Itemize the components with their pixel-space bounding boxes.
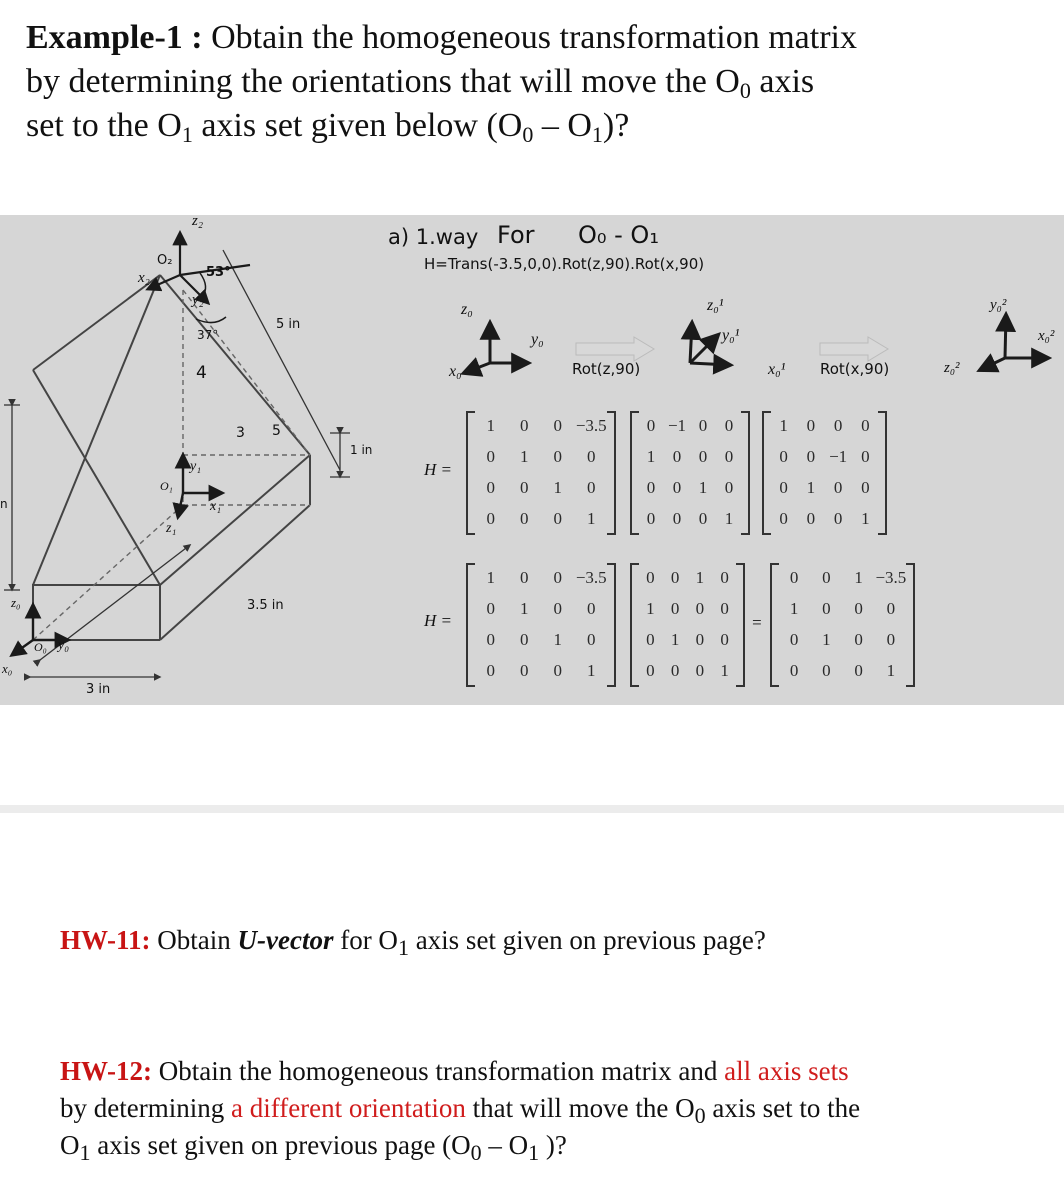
matrix-trans-2: [466, 563, 616, 687]
step2-arrow: [820, 337, 888, 361]
matrix-cell: 0: [486, 446, 495, 466]
all-axis-sets-highlight: all axis sets: [724, 1056, 849, 1086]
hw12-line-3: $O_1$ axis set given on previous page ($O_0 - O_1$ )?: [60, 1130, 567, 1165]
matrix-cell: 0: [833, 508, 843, 528]
matrix-cell: 0: [520, 660, 529, 680]
y1-label: y₁: [190, 459, 202, 474]
matrix-cell: 0: [789, 660, 799, 680]
example-line-2: by determining the orientations that will move the $O_0$ axis: [26, 63, 815, 103]
matrix-cell: 0: [886, 598, 896, 618]
different-orientation-highlight: a different orientation: [230, 1093, 466, 1123]
matrix-cell: 0: [789, 629, 799, 649]
matrix-cell: 0: [520, 567, 529, 587]
dimension-lines: [4, 250, 350, 677]
matrix-cell: 0: [587, 477, 596, 497]
matrix-cell: 0: [670, 598, 680, 618]
matrix-cell: 0: [646, 629, 655, 649]
matrix-cell: 0: [695, 629, 705, 649]
matrix-cell: 0: [553, 446, 562, 466]
matrix-cell: 1: [553, 477, 562, 497]
hand-4-label: 4: [196, 363, 207, 383]
matrix-cell: 0: [486, 598, 495, 618]
o2-label: O₂: [157, 253, 173, 268]
example-heading: [26, 16, 1046, 148]
matrix-cell: 1: [587, 508, 596, 528]
matrix-cell: 0: [486, 508, 495, 528]
matrix-cell: 0: [587, 629, 596, 649]
step2-x-label: x₀¹: [768, 361, 786, 378]
dim-1in-label: 1 in: [350, 443, 373, 457]
matrix-cell: 0: [698, 415, 708, 435]
for-label: For: [497, 221, 535, 249]
matrix-cell: 0: [886, 629, 896, 649]
step2-op-label: Rot(x,90): [820, 360, 890, 378]
matrix-cell: 0: [695, 598, 705, 618]
matrix-cell: 1: [520, 598, 529, 618]
matrix-cell: 1: [587, 660, 596, 680]
wedge-block: [33, 275, 310, 640]
matrix-cell: 1: [486, 415, 495, 435]
step1-y-label: y₀: [531, 331, 544, 348]
matrix-cell: 0: [724, 477, 734, 497]
step3-x-label: x₀²: [1038, 328, 1055, 344]
matrix-cell: 1: [553, 629, 562, 649]
matrix-cell: 1: [861, 508, 870, 528]
matrix-cell: 0: [672, 446, 682, 466]
step1-op-label: Rot(z,90): [572, 360, 641, 378]
z0-label: z₀: [11, 595, 21, 610]
matrix-cell: 0: [861, 446, 870, 466]
matrix-cell: 0: [806, 508, 816, 528]
step3-y-label: y₀²: [990, 297, 1007, 313]
matrix-cell: 0: [720, 567, 729, 587]
matrix-cell: −1: [829, 446, 848, 466]
equals-sign: =: [751, 613, 763, 632]
matrix-cell: 0: [672, 477, 682, 497]
matrix-cell: 1: [695, 567, 705, 587]
h-expression: H=Trans(-3.5,0,0).Rot(z,90).Rot(x,90): [424, 255, 705, 273]
matrix-cell: 1: [724, 508, 734, 528]
matrix-cell: 0: [646, 477, 656, 497]
matrix-cell: 0: [670, 660, 680, 680]
matrix-cell: 0: [779, 508, 788, 528]
matrix-cell: 0: [806, 415, 816, 435]
matrix-cell: 1: [720, 660, 729, 680]
matrix-cell: 0: [789, 567, 799, 587]
matrix-bracket-right: [607, 411, 616, 535]
y0-label: y₀: [58, 638, 70, 653]
step1-x-label: x₀: [449, 363, 462, 380]
x1-label: x₁: [210, 499, 222, 514]
example-figure: [0, 215, 1064, 705]
matrix-cell: 0: [822, 660, 831, 680]
matrix-cell: −3.5: [575, 415, 607, 435]
step1-z-label: z₀: [461, 301, 473, 318]
matrix-cell: 0: [520, 508, 529, 528]
matrix-cell: 0: [822, 598, 831, 618]
z1-label: z₁: [166, 521, 177, 536]
matrix-cell: 0: [822, 567, 831, 587]
matrix-cell: 0: [553, 415, 562, 435]
matrix-cell: 0: [587, 446, 596, 466]
matrix-cell: 0: [520, 629, 529, 649]
matrix-cell: 0: [698, 508, 708, 528]
matrix-cell: 1: [670, 629, 680, 649]
matrix-cell: 1: [646, 598, 655, 618]
matrix-cell: 1: [822, 629, 831, 649]
matrix-cell: 0: [779, 477, 788, 497]
matrix-cell: 0: [553, 598, 562, 618]
pair-label: O₀ - O₁: [578, 221, 659, 249]
h-label-2: H =: [424, 611, 452, 630]
matrix-cell: 0: [520, 415, 529, 435]
matrix-cell: 0: [486, 660, 495, 680]
example-label: Example-1: [26, 19, 183, 56]
matrix-cell: 0: [486, 477, 495, 497]
matrix-cell: 0: [646, 508, 656, 528]
matrix-rotz: [630, 411, 750, 535]
h-label-1: H =: [424, 460, 452, 479]
matrix-cell: 0: [553, 567, 562, 587]
example-line-3: set to the $O_1$ axis set given below $(O_0 - O_1)$?: [26, 107, 630, 147]
matrix-cell: 1: [789, 598, 799, 618]
matrix-cell: 0: [833, 415, 843, 435]
z2-label: z₂: [192, 215, 204, 229]
dim-left-label: n: [0, 497, 8, 511]
matrix-bracket-right: [741, 411, 750, 535]
matrix-cell: 0: [861, 477, 870, 497]
matrix-cell: 1: [520, 446, 529, 466]
matrix-cell: 1: [486, 567, 495, 587]
matrix-cell: −3.5: [575, 567, 607, 587]
step2-y-label: y₀¹: [722, 327, 740, 344]
matrix-cell: 0: [854, 629, 863, 649]
matrix-cell: 0: [724, 415, 734, 435]
matrix-result: [770, 563, 915, 687]
u-vector-term: U-vector: [237, 925, 334, 955]
hand-5-label: 5: [272, 423, 281, 439]
x0-label: x₀: [2, 661, 13, 676]
hw12-line-1: HW-12: Obtain the homogeneous transformation matrix and all axis sets: [60, 1056, 849, 1086]
angle-37-label: 37°: [197, 328, 219, 342]
step1-arrow: [576, 337, 654, 361]
hw12-label: HW-12:: [60, 1056, 152, 1086]
matrix-bracket-right: [607, 563, 616, 687]
angle-53-label: 53°: [206, 265, 231, 280]
matrix-cell: 1: [646, 446, 656, 466]
dim-35in-label: 3.5 in: [247, 598, 284, 613]
matrix-cell: 0: [720, 629, 729, 649]
hidden-edges: [33, 290, 310, 640]
matrix-cell: 0: [486, 629, 495, 649]
matrix-cell: 1: [854, 567, 863, 587]
matrix-cell: 0: [779, 446, 788, 466]
step3-z-label: z₀²: [944, 360, 960, 376]
matrix-bracket-right: [906, 563, 915, 687]
matrix-cell: 0: [854, 598, 863, 618]
step2-z-label: z₀¹: [707, 297, 724, 314]
o1-label: O₁: [160, 479, 173, 493]
matrix-cell: 0: [553, 660, 562, 680]
matrix-rotzx: [630, 563, 745, 687]
matrix-cell: 1: [806, 477, 816, 497]
o0-label: O₀: [34, 640, 47, 654]
hw11-question: HW-11: Obtain U-vector for $O_1$ axis set given on previous page?: [60, 925, 766, 960]
matrix-rotx: [762, 411, 887, 535]
y2-label: y₂: [192, 292, 204, 308]
matrix-cell: 1: [779, 415, 788, 435]
matrix-cell: 0: [646, 660, 655, 680]
matrix-cell: 0: [833, 477, 843, 497]
matrix-cell: 0: [720, 598, 729, 618]
matrix-cell: 0: [646, 567, 655, 587]
matrix-cell: 0: [806, 446, 816, 466]
matrix-cell: 0: [520, 477, 529, 497]
matrix-cell: 0: [670, 567, 680, 587]
matrix-cell: 1: [698, 477, 708, 497]
step1-axes: [464, 323, 528, 373]
matrix-cell: 0: [695, 660, 705, 680]
matrix-bracket-right: [878, 411, 887, 535]
example-line-1: Example-1 : Obtain the homogeneous transformation matrix: [26, 19, 857, 56]
x2-label: x₂: [138, 270, 150, 286]
matrix-cell: 0: [587, 598, 596, 618]
way-label: a) 1.way: [388, 225, 479, 249]
matrix-cell: 0: [854, 660, 863, 680]
matrix-cell: −1: [667, 415, 687, 435]
dim-3in-label: 3 in: [86, 682, 111, 697]
matrix-bracket-right: [736, 563, 745, 687]
matrix-cell: 0: [724, 446, 734, 466]
section-divider: [0, 805, 1064, 813]
matrix-cell: −3.5: [875, 567, 907, 587]
hw11-label: HW-11:: [60, 925, 151, 955]
matrix-cell: 0: [553, 508, 562, 528]
matrix-cell: 0: [646, 415, 656, 435]
matrix-trans: [466, 411, 616, 535]
matrix-cell: 0: [861, 415, 870, 435]
hand-3-label: 3: [236, 425, 245, 441]
hw12-question: [60, 1053, 1050, 1164]
matrix-cell: 0: [672, 508, 682, 528]
matrix-cell: 1: [886, 660, 896, 680]
dim-5in-label: 5 in: [276, 317, 301, 332]
hw12-line-2: by determining a different orientation that will move the $O_0$ axis set to the: [60, 1093, 861, 1128]
matrix-cell: 0: [698, 446, 708, 466]
